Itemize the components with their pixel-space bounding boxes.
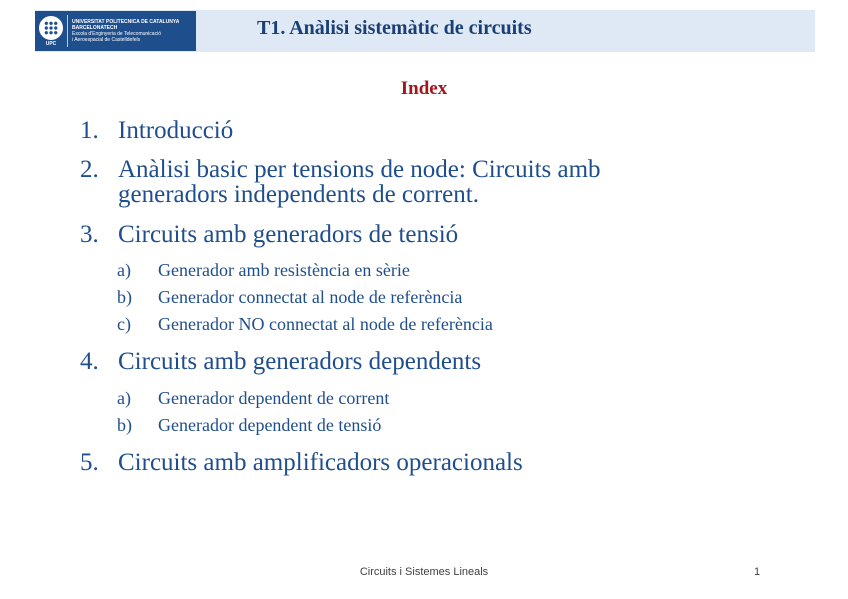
toc-item-text: Introducció [118, 117, 234, 144]
upc-emblem-icon: UPC [35, 11, 67, 51]
page-number: 1 [754, 566, 761, 578]
toc-item-number: 3. [80, 221, 99, 248]
index-heading: Index [400, 78, 448, 99]
toc-item-text: generadors independents de corrent. [118, 181, 479, 208]
toc-item-text: Circuits amb amplificadors operacionals [118, 449, 523, 476]
slide-title: T1. Anàlisi sistemàtic de circuits [257, 17, 532, 39]
toc-item-number: 5. [80, 449, 99, 476]
logo-text: UNIVERSITAT POLITÈCNICA DE CATALUNYA BARCELONATECH Escola d'Enginyeria de Telecomunicació i Aeroespacial de Castelldefels [72, 19, 180, 43]
university-logo [35, 11, 196, 51]
toc-item-text: Circuits amb generadors dependents [118, 348, 482, 375]
footer-course-name: Circuits i Sistemes Lineals [359, 566, 489, 578]
toc-item-text: Anàlisi basic per tensions de node: Circuits amb [118, 156, 601, 183]
toc-item-number: 1. [80, 117, 99, 144]
toc-item-number: 2. [80, 156, 99, 183]
toc-item-number: 4. [80, 348, 99, 375]
toc-item-text: Circuits amb generadors de tensió [118, 221, 459, 248]
